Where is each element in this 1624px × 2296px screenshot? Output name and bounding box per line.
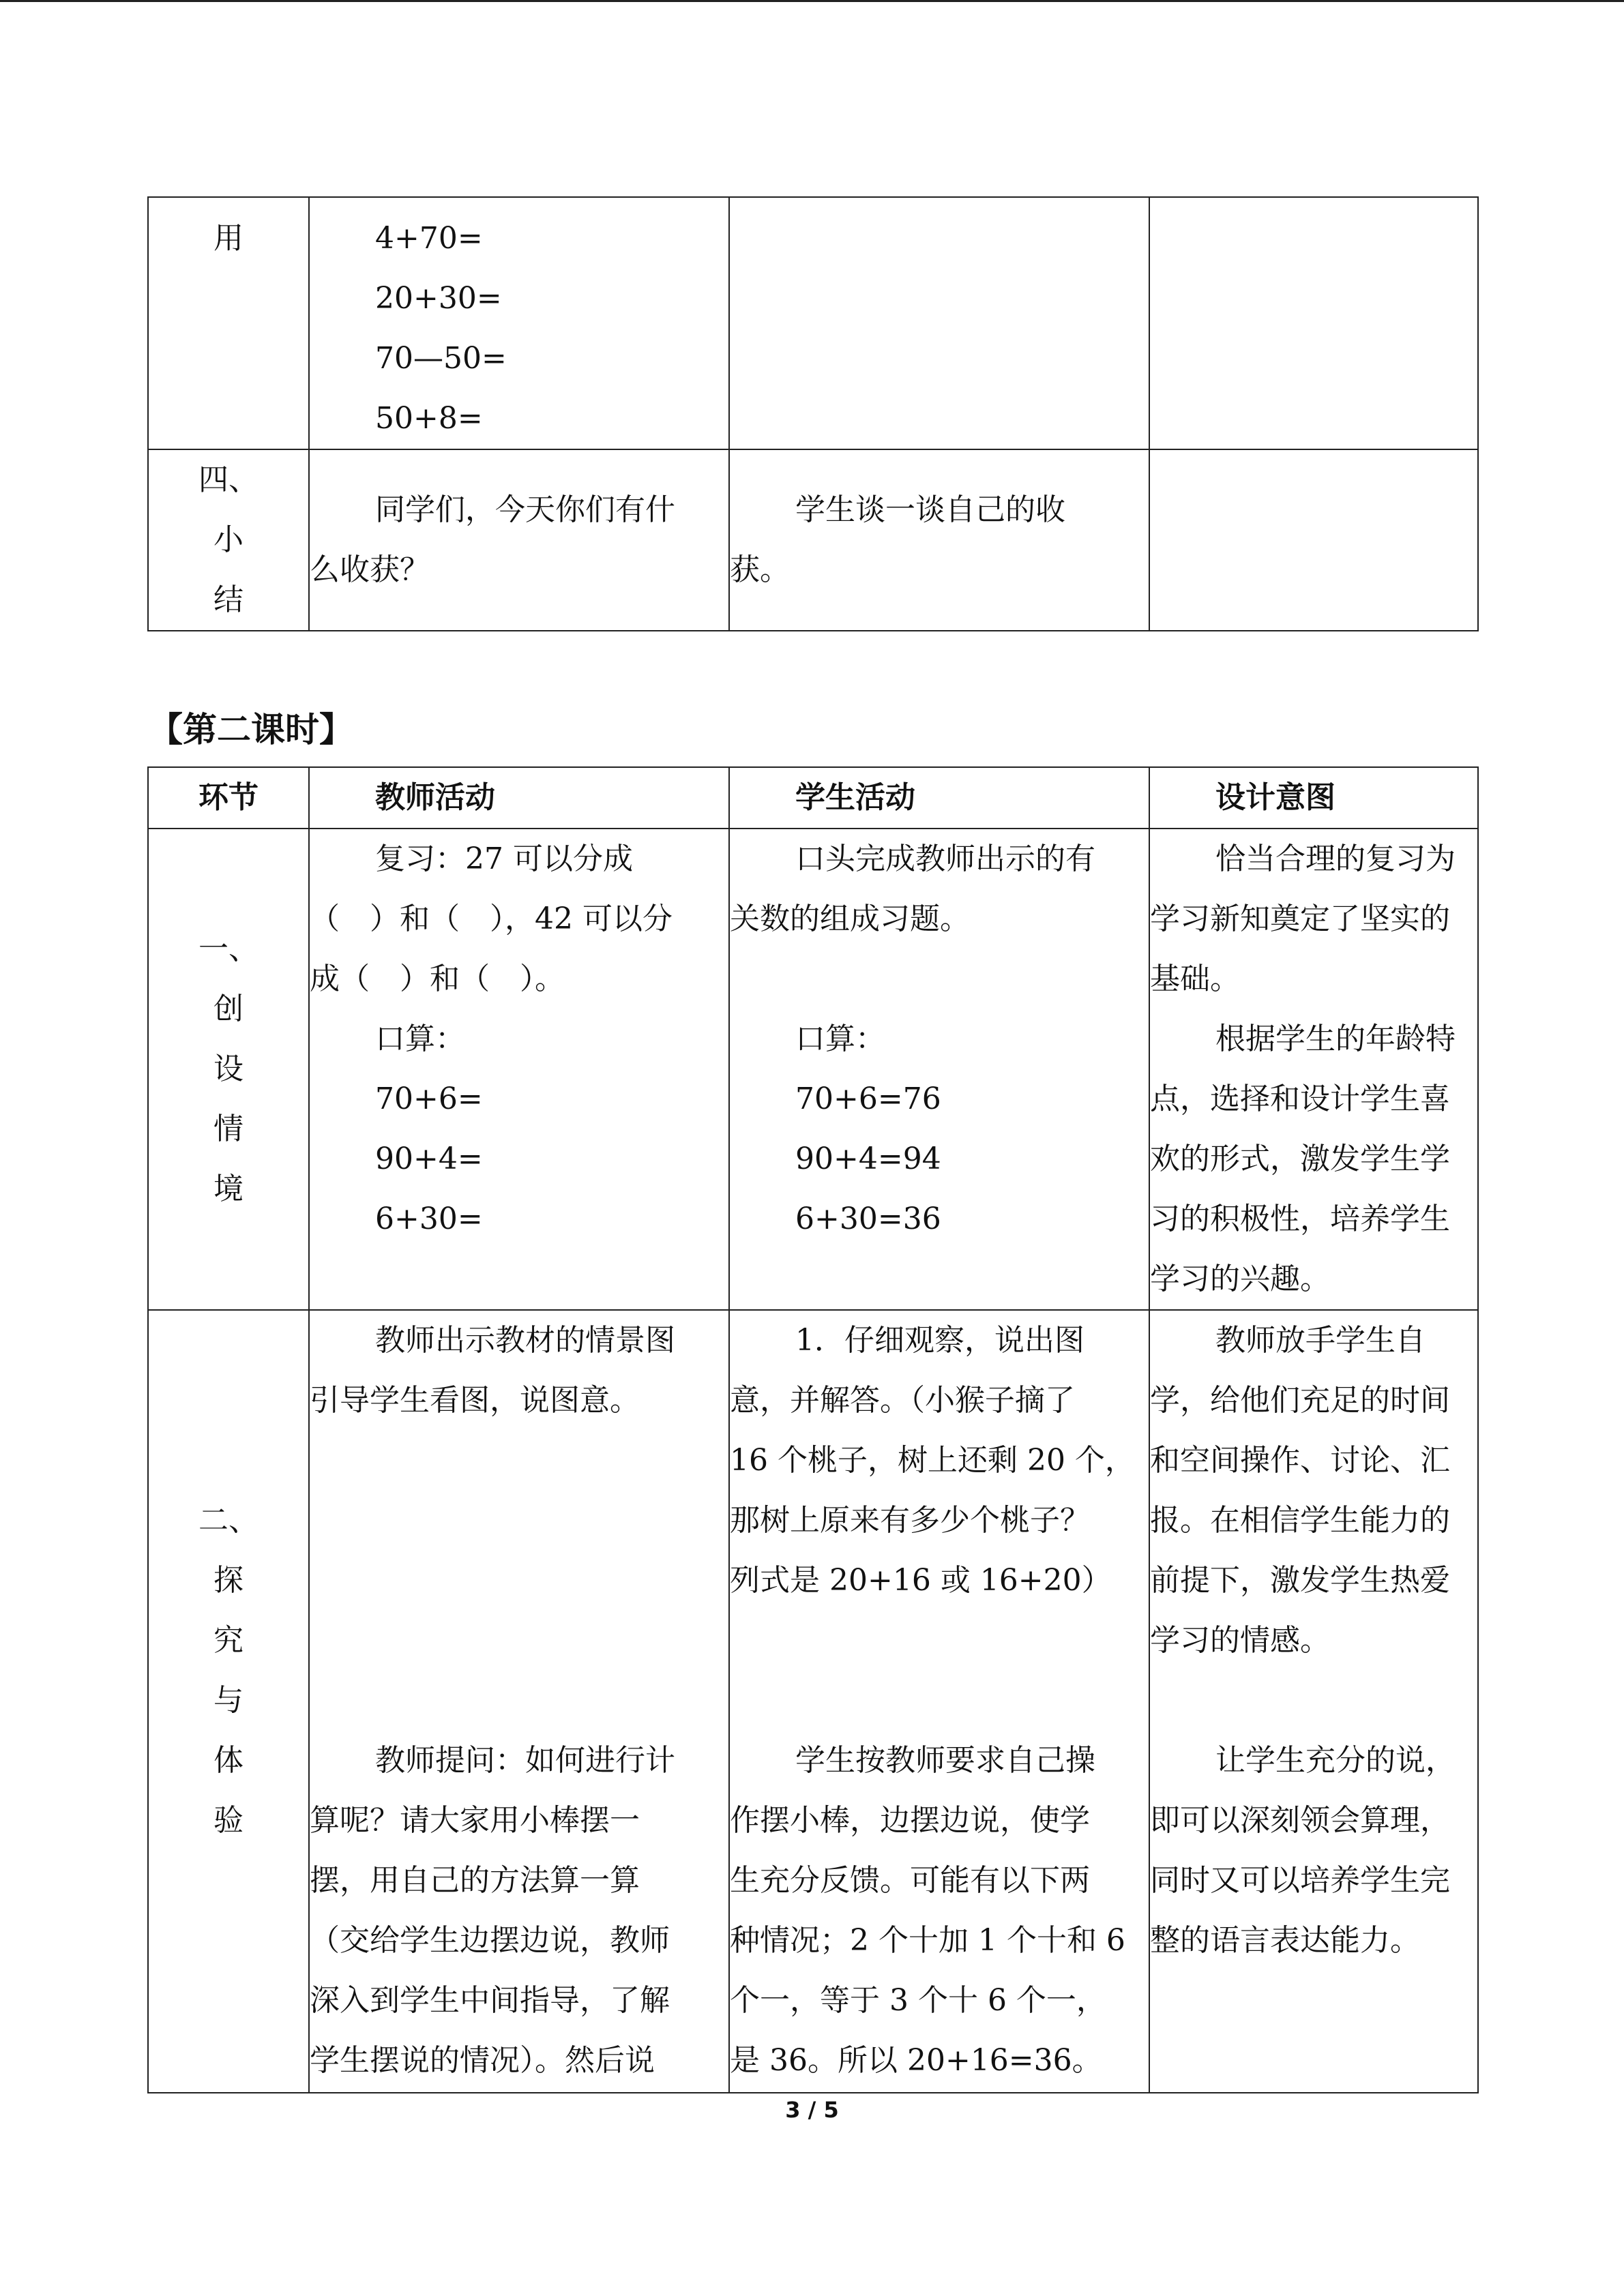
text-line: 教师提问：如何进行计: [375, 1743, 675, 1778]
text-line: 欢的形式，激发学生学: [1150, 1142, 1450, 1176]
phase-cell: [148, 1310, 309, 2093]
student-activity-cell: [729, 1310, 1149, 2093]
teacher-activity-cell: [309, 829, 729, 1310]
phase-label: 情: [213, 1112, 243, 1146]
text-line: 口头完成教师出示的有: [795, 841, 1095, 876]
text-line: 么收获？: [310, 552, 430, 587]
section-title: 【第二课时】: [149, 710, 353, 749]
formula: 70+6=: [375, 1082, 483, 1116]
text-line: 学习的情感。: [1150, 1623, 1330, 1658]
text-line: 让学生充分的说，: [1215, 1743, 1456, 1778]
text-line: 摆，用自己的方法算一算: [310, 1863, 640, 1898]
phase-cell: [148, 449, 309, 631]
phase-label: 体: [213, 1743, 243, 1778]
text-line: 口算：: [375, 1022, 465, 1056]
text-line: 教师放手学生自: [1215, 1323, 1426, 1358]
text-line: 个一，等于 3 个十 6 个一，: [730, 1983, 1106, 2018]
teacher-activity-cell: [309, 197, 729, 449]
teacher-activity-cell: [309, 449, 729, 631]
text-line: 前提下，激发学生热爱: [1150, 1563, 1450, 1598]
table-row: [148, 449, 1478, 631]
text-line: 即可以深刻领会算理，: [1150, 1803, 1450, 1838]
text-line: 基础。: [1150, 961, 1240, 996]
table-row: [148, 1310, 1478, 2093]
formula: 50+8=: [375, 401, 483, 436]
phase-label: 用: [213, 221, 243, 256]
text-line: 深入到学生中间指导，了解: [310, 1983, 670, 2018]
student-activity-cell: [729, 197, 1149, 449]
text-line: 那树上原来有多少个桃子？: [730, 1503, 1090, 1538]
phase-label: 与: [213, 1683, 243, 1718]
phase-label: 二、: [198, 1503, 259, 1538]
text-line: 口算：: [795, 1022, 885, 1056]
lesson-table-continued: [147, 196, 1479, 631]
text-line: 学，给他们充足的时间: [1150, 1383, 1450, 1418]
formula: 6+30=: [375, 1202, 483, 1236]
formula: 90+4=: [375, 1142, 483, 1176]
text-line: 引导学生看图，说图意。: [310, 1383, 640, 1418]
text-line: 种情况；2 个十加 1 个十和 6: [730, 1923, 1125, 1958]
text-line: 是 36。所以 20+16=36。: [730, 2043, 1102, 2078]
text-line: 复习：27 可以分成: [375, 841, 633, 876]
lesson-table-second-period: [147, 766, 1479, 2093]
page-top-border: [0, 0, 1624, 2]
table-header-row: [148, 767, 1478, 829]
column-header: 环节: [148, 767, 309, 829]
text-line: 成（ ）和（ ）。: [310, 961, 565, 996]
column-header: 设计意图: [1149, 767, 1478, 829]
text-line: 意，并解答。（小猴子摘了: [730, 1383, 1075, 1418]
text-line: 学习的兴趣。: [1150, 1262, 1330, 1296]
phase-label: 验: [213, 1803, 243, 1838]
text-line: 整的语言表达能力。: [1150, 1923, 1420, 1958]
text-line: 报。在相信学生能力的: [1150, 1503, 1450, 1538]
text-line: 关数的组成习题。: [730, 901, 970, 936]
formula: 4+70=: [375, 221, 483, 256]
text-line: 算呢？请大家用小棒摆一: [310, 1803, 640, 1838]
phase-label: 结: [213, 582, 243, 617]
formula: 70—50=: [375, 341, 507, 376]
text-line: 点，选择和设计学生喜: [1150, 1082, 1450, 1116]
formula: 70+6=76: [795, 1082, 941, 1116]
teacher-activity-cell: [309, 1310, 729, 2093]
text-line: （交给学生边摆边说，教师: [310, 1923, 670, 1958]
phase-label: 四、: [198, 462, 259, 497]
text-line: 学生谈一谈自己的收: [795, 492, 1065, 527]
phase-label: 究: [213, 1623, 243, 1658]
student-activity-cell: [729, 449, 1149, 631]
text-line: 同学们，今天你们有什: [375, 492, 675, 527]
text-line: 恰当合理的复习为: [1215, 841, 1456, 876]
text-line: 作摆小棒，边摆边说，使学: [730, 1803, 1090, 1838]
design-intent-cell: [1149, 449, 1478, 631]
table-row: [148, 829, 1478, 1310]
phase-label: 境: [213, 1172, 243, 1206]
text-line: 学生摆说的情况）。然后说: [310, 2043, 655, 2078]
phase-cell: [148, 197, 309, 449]
formula: 20+30=: [375, 281, 502, 316]
text-line: 学习新知奠定了坚实的: [1150, 901, 1450, 936]
phase-label: 创: [213, 992, 243, 1026]
text-line: 列式是 20+16 或 16+20）: [730, 1563, 1112, 1598]
formula: 6+30=36: [795, 1202, 941, 1236]
page-number: 3 / 5: [785, 2097, 839, 2123]
phase-label: 小: [213, 522, 243, 557]
formula: 90+4=94: [795, 1142, 941, 1176]
phase-label: 设: [213, 1052, 243, 1086]
text-line: 生充分反馈。可能有以下两: [730, 1863, 1090, 1898]
phase-label: 探: [213, 1563, 243, 1598]
text-line: 16 个桃子，树上还剩 20 个，: [730, 1443, 1135, 1478]
text-line: 同时又可以培养学生完: [1150, 1863, 1450, 1898]
design-intent-cell: [1149, 1310, 1478, 2093]
text-line: 和空间操作、讨论、汇: [1150, 1443, 1450, 1478]
column-header: 学生活动: [729, 767, 1149, 829]
column-header: 教师活动: [309, 767, 729, 829]
student-activity-cell: [729, 829, 1149, 1310]
text-line: 教师出示教材的情景图: [375, 1323, 675, 1358]
text-line: （ ）和（ ），42 可以分: [310, 901, 673, 936]
text-line: 习的积极性，培养学生: [1150, 1202, 1450, 1236]
phase-label: 一、: [198, 931, 259, 966]
text-line: 学生按教师要求自己操: [795, 1743, 1095, 1778]
design-intent-cell: [1149, 197, 1478, 449]
text-line: 根据学生的年龄特: [1215, 1022, 1456, 1056]
design-intent-cell: [1149, 829, 1478, 1310]
phase-cell: [148, 829, 309, 1310]
text-line: 获。: [730, 552, 790, 587]
table-row: [148, 197, 1478, 449]
text-line: 1．仔细观察，说出图: [795, 1323, 1084, 1358]
